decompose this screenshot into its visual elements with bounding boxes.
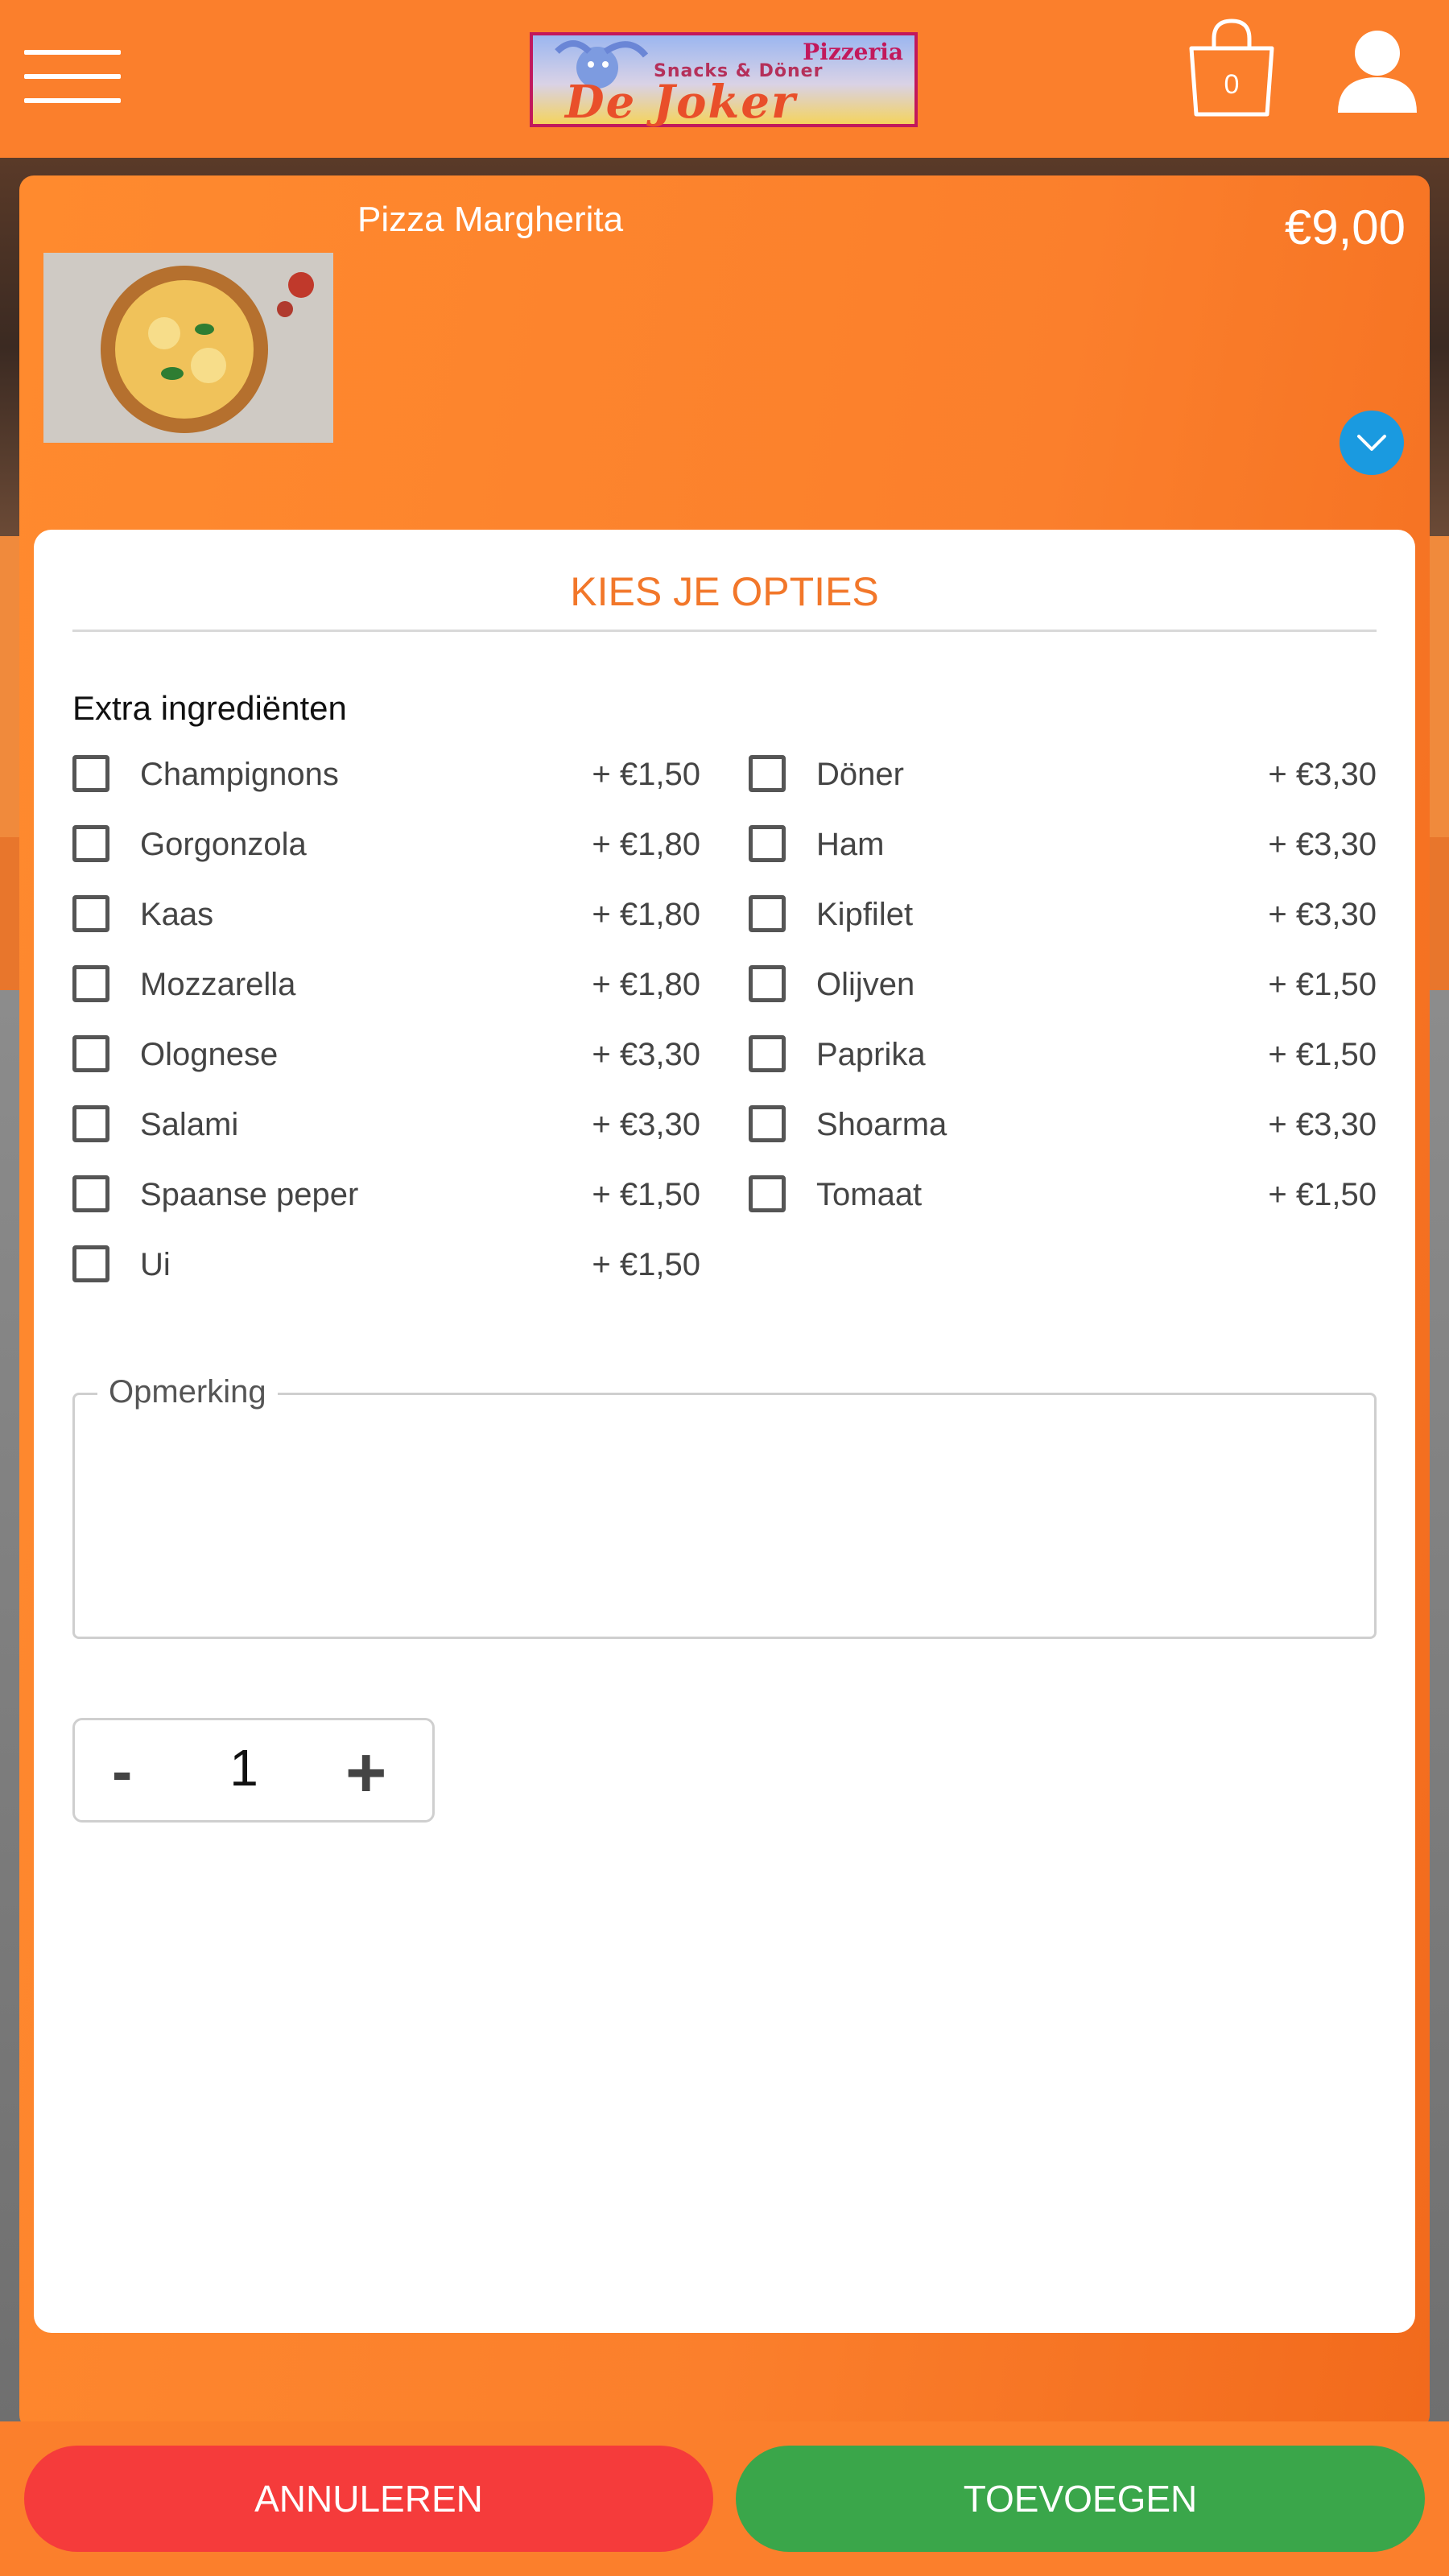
- option-price: + €3,30: [1268, 827, 1377, 862]
- checkbox[interactable]: [72, 1035, 109, 1072]
- option-kaas[interactable]: [72, 892, 700, 940]
- heading-divider: [72, 630, 1377, 632]
- cart-count-badge: 0: [1224, 69, 1240, 100]
- option-name: Gorgonzola: [140, 827, 307, 862]
- option-name: Döner: [816, 757, 904, 792]
- option-name: Olijven: [816, 967, 915, 1002]
- option-name: Mozzarella: [140, 967, 296, 1002]
- option-name: Ui: [140, 1247, 171, 1282]
- option-name: Champignons: [140, 757, 339, 792]
- options-heading: KIES JE OPTIES: [570, 569, 879, 614]
- option-price: + €3,30: [1268, 757, 1377, 792]
- option-salami[interactable]: [72, 1102, 700, 1150]
- option-name: Shoarma: [816, 1107, 947, 1142]
- option-price: + €1,50: [592, 1247, 700, 1282]
- option-name: Kipfilet: [816, 897, 914, 932]
- checkbox[interactable]: [749, 965, 786, 1002]
- option-name: Olognese: [140, 1037, 279, 1072]
- option-spaanse-peper[interactable]: [72, 1172, 700, 1220]
- option-name: Salami: [140, 1107, 239, 1142]
- option-price: + €1,80: [592, 897, 700, 932]
- expand-details-button[interactable]: [1340, 411, 1404, 475]
- hamburger-menu-icon[interactable]: [24, 48, 121, 105]
- checkbox[interactable]: [749, 1175, 786, 1212]
- checkbox[interactable]: [72, 895, 109, 932]
- checkbox[interactable]: [749, 1105, 786, 1142]
- option-olijven[interactable]: [749, 962, 1377, 1010]
- checkbox[interactable]: [749, 895, 786, 932]
- option-name: Ham: [816, 827, 885, 862]
- option-doner[interactable]: [749, 752, 1377, 800]
- option-price: + €1,50: [1268, 1177, 1377, 1212]
- cart-button[interactable]: [1183, 16, 1280, 121]
- options-card: [34, 530, 1415, 2333]
- decrease-quantity-button[interactable]: -: [112, 1737, 133, 1806]
- add-to-cart-button[interactable]: TOEVOEGEN: [736, 2446, 1425, 2552]
- option-champignons[interactable]: [72, 752, 700, 800]
- checkbox[interactable]: [72, 1245, 109, 1282]
- shopping-bag-icon: [1183, 16, 1280, 121]
- product-options-modal: [19, 175, 1430, 2429]
- increase-quantity-button[interactable]: +: [345, 1732, 387, 1812]
- cancel-button[interactable]: ANNULEREN: [24, 2446, 713, 2552]
- quantity-value[interactable]: 1: [229, 1739, 258, 1797]
- option-price: + €3,30: [592, 1107, 700, 1142]
- option-name: Tomaat: [816, 1177, 923, 1212]
- option-olognese[interactable]: [72, 1032, 700, 1080]
- checkbox[interactable]: [72, 755, 109, 792]
- option-tomaat[interactable]: [749, 1172, 1377, 1220]
- bottom-action-bar: [0, 2421, 1449, 2576]
- option-price: + €3,30: [592, 1037, 700, 1072]
- option-price: + €1,80: [592, 967, 700, 1002]
- option-price: + €3,30: [1268, 897, 1377, 932]
- option-price: + €1,50: [592, 757, 700, 792]
- checkbox[interactable]: [749, 1035, 786, 1072]
- option-name: Paprika: [816, 1037, 926, 1072]
- checkbox[interactable]: [72, 825, 109, 862]
- option-mozzarella[interactable]: [72, 962, 700, 1010]
- product-image: [43, 253, 333, 443]
- user-icon: [1333, 29, 1422, 113]
- option-price: + €1,50: [1268, 967, 1377, 1002]
- checkbox[interactable]: [749, 825, 786, 862]
- option-paprika[interactable]: [749, 1032, 1377, 1080]
- account-button[interactable]: [1333, 29, 1422, 113]
- option-price: + €1,50: [1268, 1037, 1377, 1072]
- checkbox[interactable]: [72, 1175, 109, 1212]
- option-ham[interactable]: [749, 822, 1377, 870]
- top-header: [0, 0, 1449, 158]
- product-price: €9,00: [1284, 200, 1406, 254]
- remark-label: Opmerking: [97, 1374, 278, 1410]
- option-gorgonzola[interactable]: [72, 822, 700, 870]
- checkbox[interactable]: [72, 1105, 109, 1142]
- option-ui[interactable]: [72, 1242, 700, 1290]
- logo-text-snacks: Snacks & Döner: [654, 61, 824, 81]
- remark-textarea[interactable]: [72, 1374, 1377, 1639]
- option-price: + €3,30: [1268, 1107, 1377, 1142]
- option-name: Kaas: [140, 897, 214, 932]
- option-name: Spaanse peper: [140, 1177, 359, 1212]
- logo-text-pizzeria: Pizzeria: [803, 39, 903, 65]
- logo-text-main: De Joker: [565, 76, 797, 129]
- extra-ingredients-label: Extra ingrediënten: [72, 689, 347, 727]
- quantity-stepper: [72, 1718, 435, 1823]
- option-price: + €1,50: [592, 1177, 700, 1212]
- checkbox[interactable]: [749, 755, 786, 792]
- option-price: + €1,80: [592, 827, 700, 862]
- product-title: Pizza Margherita: [357, 200, 624, 239]
- chevron-down-icon: [1356, 430, 1388, 456]
- brand-logo[interactable]: [530, 32, 918, 127]
- pizza-image: [43, 253, 333, 443]
- option-kipfilet[interactable]: [749, 892, 1377, 940]
- checkbox[interactable]: [72, 965, 109, 1002]
- option-shoarma[interactable]: [749, 1102, 1377, 1150]
